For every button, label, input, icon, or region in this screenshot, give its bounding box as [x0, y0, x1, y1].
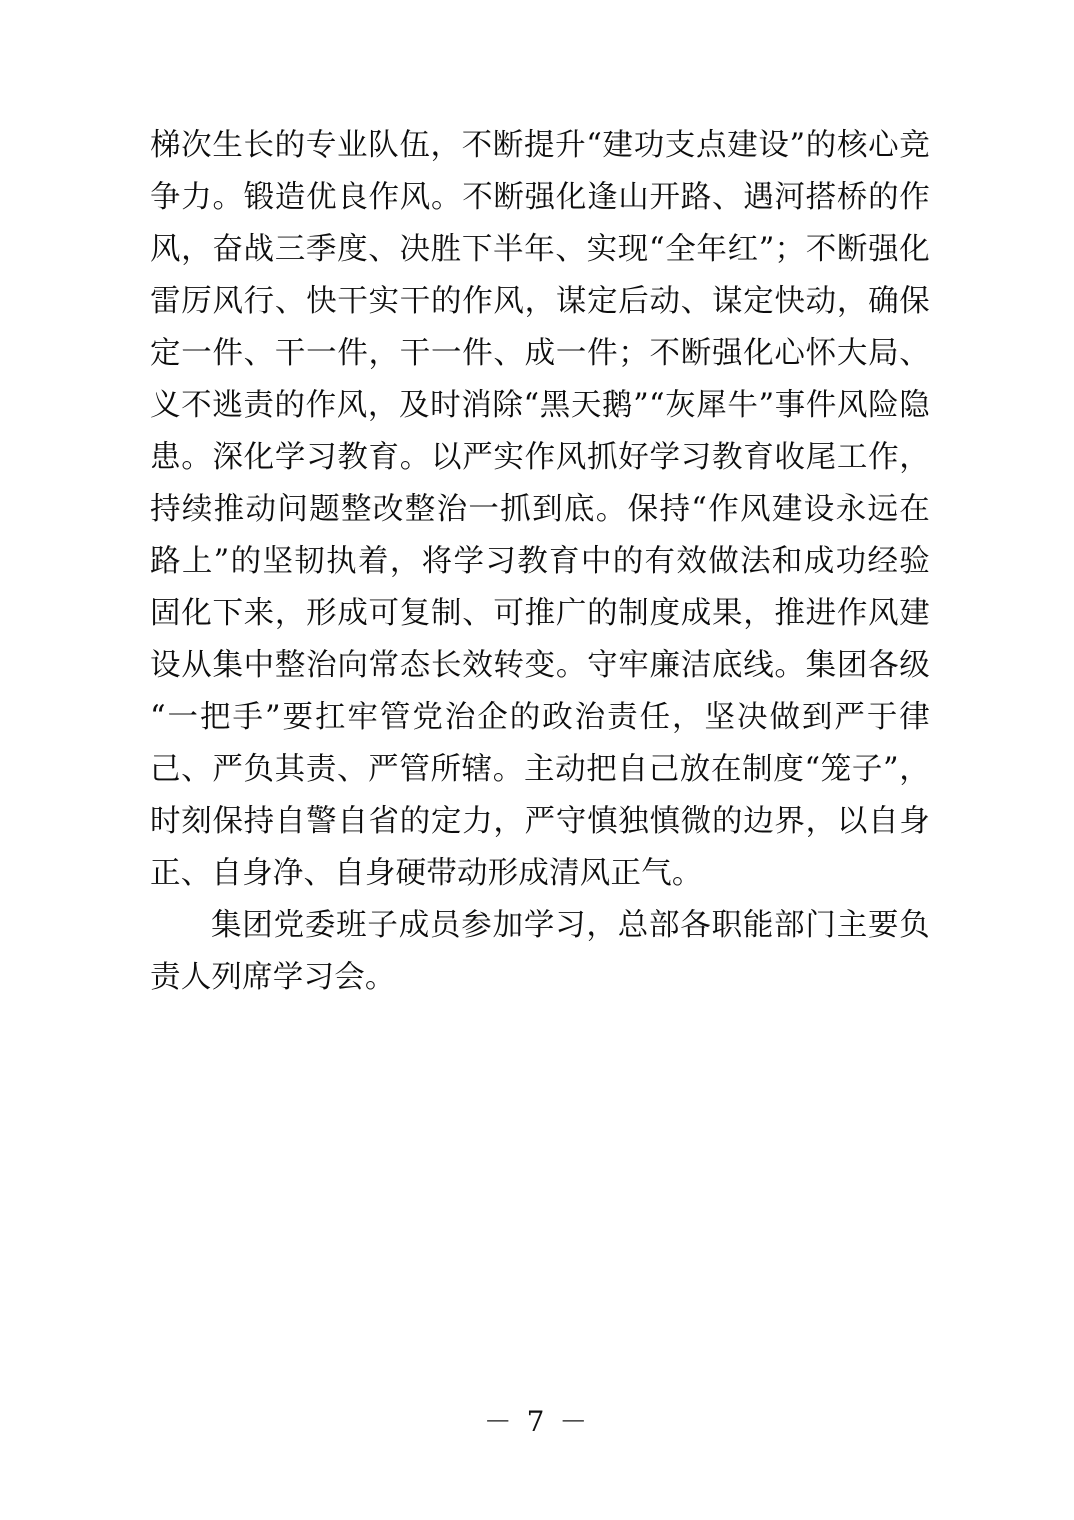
document-body	[150, 120, 930, 1004]
body-paragraph-2: 集团党委班子成员参加学习，总部各职能部门主要负责人列席学习会。	[150, 908, 930, 995]
page-number: － 7 －	[483, 1405, 591, 1438]
body-paragraph-1: 梯次生长的专业队伍，不断提升“建功支点建设”的核心竞争力。锻造优良作风。不断强化逢山开路、遇河搭桥的作风，奋战三季度、决胜下半年、实现“全年红”；不断强化雷厉风行、快干实干的作风，谋定后动、谋定快动，确保定一件、干一件，干一件、成一件；不断强化心怀大局、义不逃责的作风，及时消除“黑天鹅”“灰犀牛”事件风险隐患。深化学习教育。以严实作风抓好学习教育收尾工作，持续推动问题整改整治一抓到底。保持“作风建设永远在路上”的坚韧执着，将学习教育中的有效做法和成功经验固化下来，形成可复制、可推广的制度成果，推进作风建设从集中整治向常态长效转变。守牢廉洁底线。集团各级“一把手”要扛牢管党治企的政治责任，坚决做到严于律己、严负其责、严管所辖。主动把自己放在制度“笼子”，时刻保持自警自省的定力，严守慎独慎微的边界，以自身正、自身净、自身硬带动形成清风正气。	[150, 128, 930, 891]
